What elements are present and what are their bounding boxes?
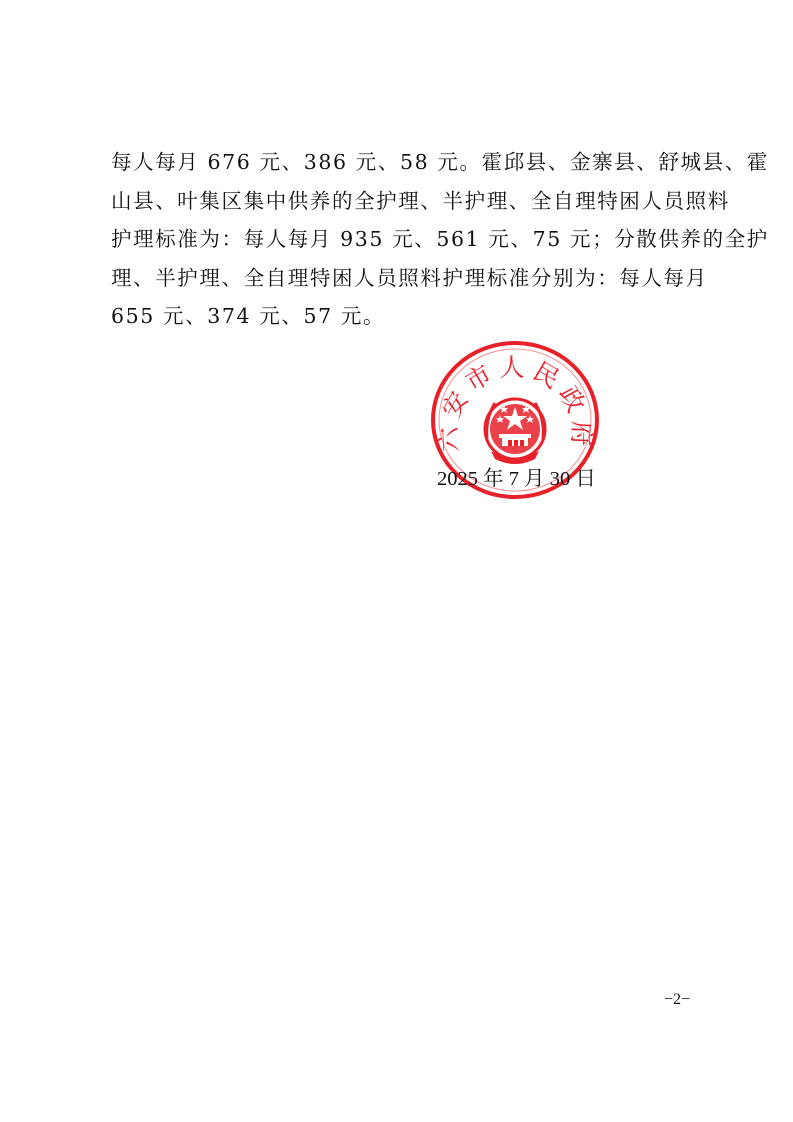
paragraph-line-4: 理、半护理、全自理特困人员照料护理标准分别为：每人每月: [111, 265, 708, 290]
paragraph-line-1: 每人每月 676 元、386 元、58 元。霍邱县、金寨县、舒城县、霍: [111, 150, 769, 174]
paragraph-line-2: 山县、叶集区集中供养的全护理、半护理、全自理特困人员照料: [111, 188, 730, 213]
page-number: −2−: [664, 991, 691, 1008]
paragraph-line-5: 655 元、374 元、57 元。: [111, 304, 386, 328]
body-paragraph: [111, 143, 769, 336]
paragraph-line-3: 护理标准为：每人每月 935 元、561 元、75 元；分散供养的全护: [111, 227, 769, 251]
signing-date: 2025 年 7 月 30 日: [437, 468, 596, 490]
seal-text: 六安市人民政府: [433, 352, 597, 453]
